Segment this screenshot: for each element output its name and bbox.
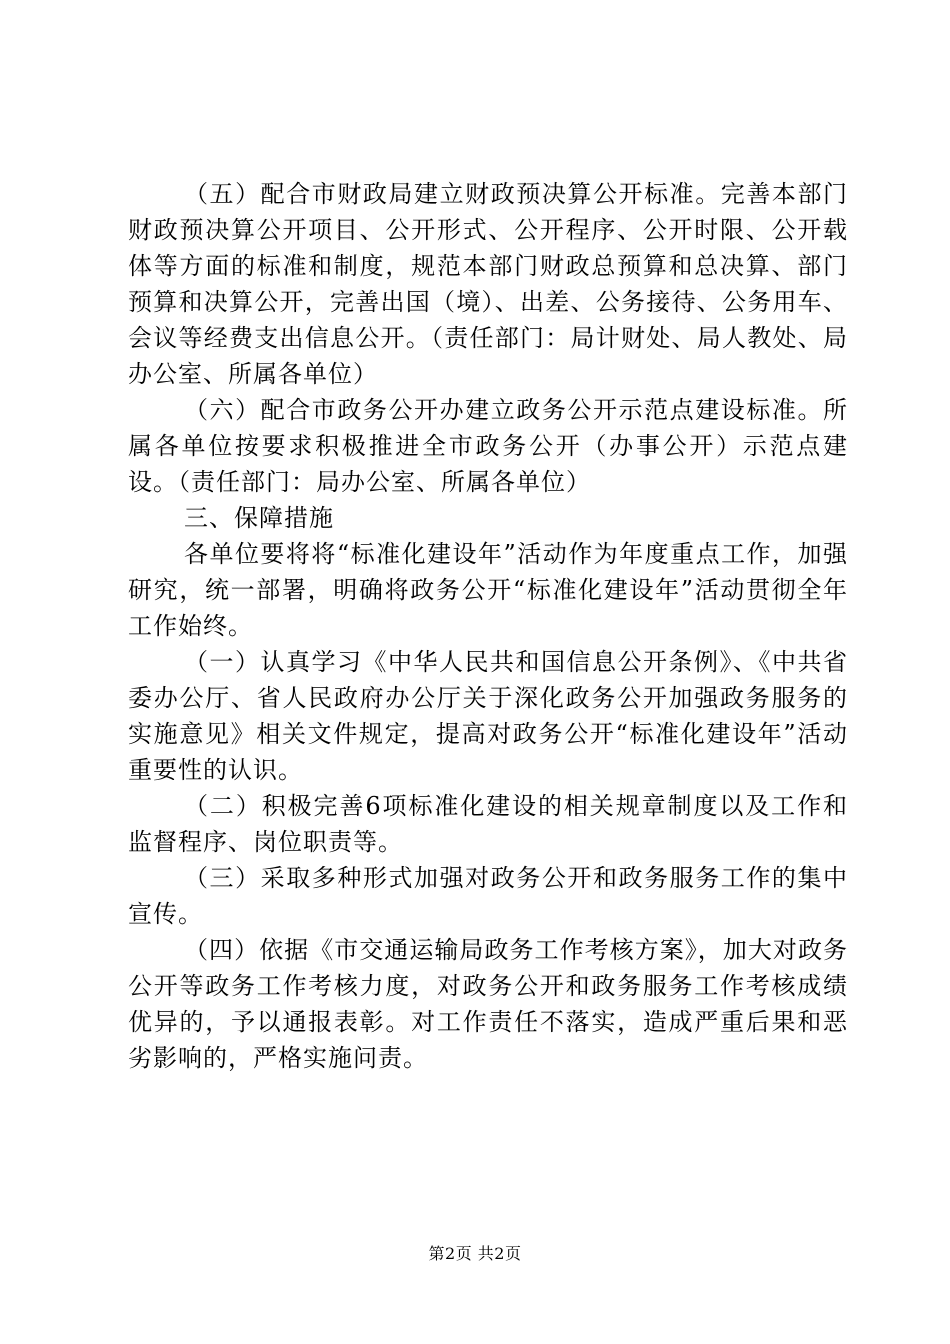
section-heading-safeguards: 三、保障措施 xyxy=(184,504,334,532)
paragraph-measure-4: （四）依据《市交通运输局政务工作考核方案》，加大对政务公开等政务工作考核力度，对政务公开和政务服务工作考核成绩优异的，予以通报表彰。对工作责任不落实，造成严重后果和恶劣影响的，严格实施问责。 xyxy=(128,936,848,1072)
document-body xyxy=(128,176,848,1076)
page-footer: 第2页 共2页 xyxy=(428,1244,522,1263)
paragraph-measure-3: （三）采取多种形式加强对政务公开和政务服务工作的集中宣传。 xyxy=(128,864,848,928)
paragraph-measure-1: （一）认真学习《中华人民共和国信息公开条例》、《中共省委办公厅、省人民政府办公厅关于深化政务公开加强政务服务的实施意见》相关文件规定，提高对政务公开“标准化建设年”活动重要性的认识。 xyxy=(128,648,848,784)
paragraph-5: （五）配合市财政局建立财政预决算公开标准。完善本部门财政预决算公开项目、公开形式、公开程序、公开时限、公开载体等方面的标准和制度，规范本部门财政总预算和总决算、部门预算和决算公开，完善出国（境）、出差、公务接待、公务用车、会议等经费支出信息公开。（责任部门：局计财处、局人教处、局办公室、所属各单位） xyxy=(128,180,848,388)
paragraph-6: （六）配合市政务公开办建立政务公开示范点建设标准。所属各单位按要求积极推进全市政务公开（办事公开）示范点建设。（责任部门：局办公室、所属各单位） xyxy=(128,396,848,496)
paragraph-measure-2: （二）积极完善6项标准化建设的相关规章制度以及工作和监督程序、岗位职责等。 xyxy=(128,792,848,856)
paragraph-safeguards-intro: 各单位要将将“标准化建设年”活动作为年度重点工作，加强研究，统一部署，明确将政务公开“标准化建设年”活动贯彻全年工作始终。 xyxy=(128,540,848,640)
